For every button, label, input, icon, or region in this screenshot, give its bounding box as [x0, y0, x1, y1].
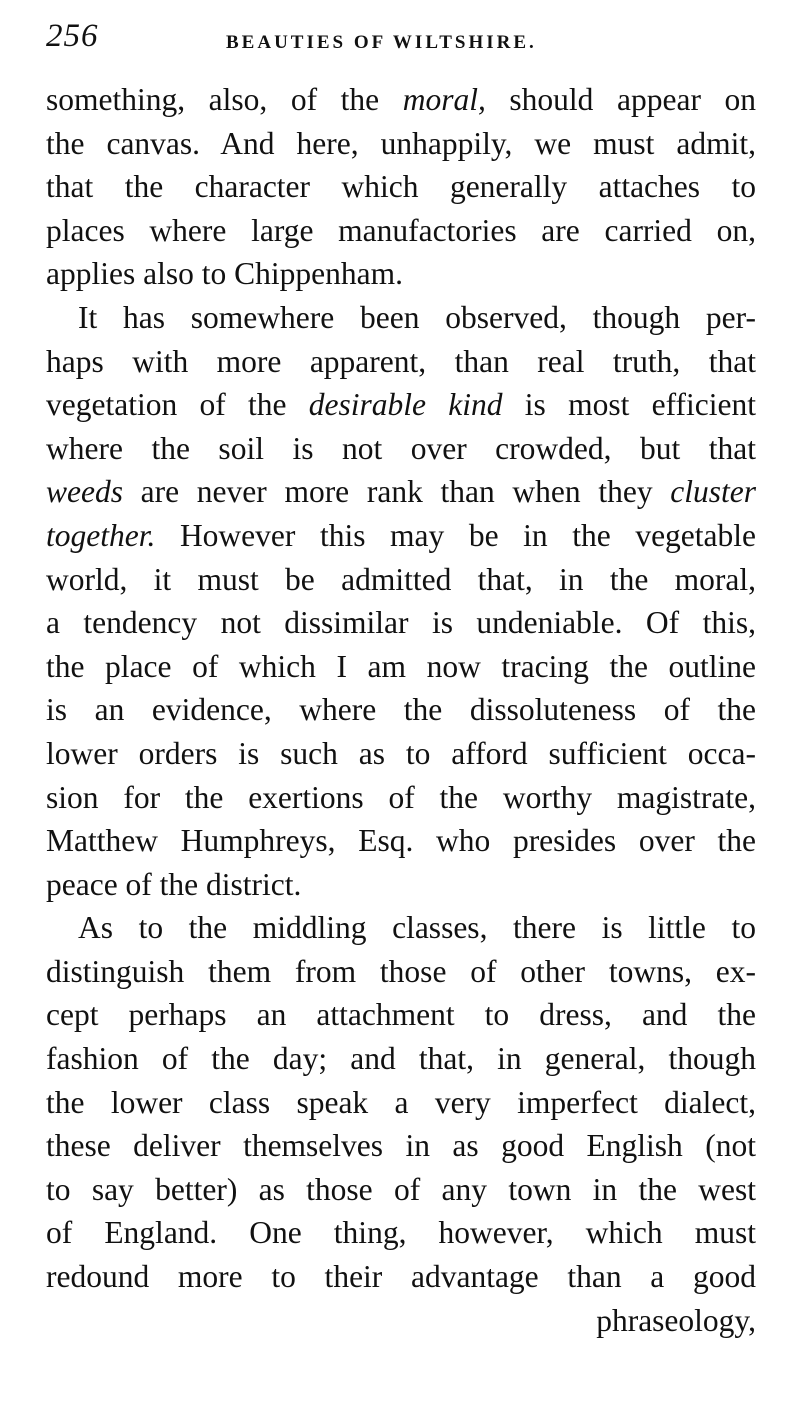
page-number: 256 [46, 18, 99, 54]
text-line [46, 776, 756, 820]
text-segment: the canvas. And here, unhappily, we must admit, [46, 125, 756, 161]
text-line [46, 819, 756, 863]
text-segment: are never more rank than when they [122, 474, 671, 510]
text-segment: is most efficient [502, 387, 756, 423]
text-segment: should appear on [485, 82, 756, 117]
text-segment: sion for the exertions of the worthy magistrate, [46, 779, 756, 815]
italic-text: moral, [402, 82, 486, 117]
text-line [46, 906, 756, 950]
text-line [46, 688, 756, 732]
text-segment: applies also to Chippenham. [46, 256, 403, 292]
text-segment: phraseology, [596, 1302, 756, 1338]
text-line [46, 470, 756, 514]
text-segment: lower orders is such as to afford sufficient occa- [46, 735, 756, 771]
text-line [46, 1081, 756, 1125]
text-segment: Matthew Humphreys, Esq. who presides over the [46, 823, 756, 859]
text-line [46, 601, 756, 645]
text-line [46, 558, 756, 602]
text-line [46, 1211, 756, 1255]
text-line [46, 209, 756, 253]
text-line [46, 383, 756, 427]
text-segment: a tendency not dissimilar is undeniable. Of this, [46, 605, 756, 641]
catchword-line [46, 1299, 756, 1343]
body-text [46, 78, 756, 1342]
text-segment: However this may be in the vegetable [155, 517, 756, 553]
page-header [46, 18, 760, 66]
text-line [46, 863, 756, 907]
text-segment: is an evidence, where the dissoluteness of the [46, 692, 756, 728]
text-segment: haps with more apparent, than real truth, that [46, 343, 756, 379]
text-segment: world, it must be admitted that, in the moral, [46, 561, 756, 597]
running-head: BEAUTIES OF WILTSHIRE. [226, 32, 537, 53]
text-line [46, 950, 756, 994]
text-segment: As to the middling classes, there is little to [78, 910, 756, 946]
text-line [46, 122, 756, 166]
text-segment: the lower class speak a very imperfect dialect, [46, 1084, 756, 1120]
text-segment: the place of which I am now tracing the outline [46, 648, 756, 684]
text-segment: cept perhaps an attachment to dress, and the [46, 997, 756, 1033]
text-segment: distinguish them from those of other towns, ex- [46, 953, 756, 989]
text-segment: vegetation of the [46, 387, 309, 423]
text-segment: places where large manufactories are carried on, [46, 212, 756, 248]
text-line [46, 514, 756, 558]
text-line [46, 78, 756, 122]
italic-text: together. [46, 517, 156, 553]
text-segment: to say better) as those of any town in the west [46, 1171, 756, 1207]
italic-text: cluster [670, 474, 756, 510]
text-segment: redound more to their advantage than a good [46, 1259, 756, 1295]
text-segment: that the character which generally attaches to [46, 169, 756, 205]
italic-text: weeds [46, 474, 123, 510]
text-line [46, 340, 756, 384]
text-line [46, 1168, 756, 1212]
text-segment: where the soil is not over crowded, but that [46, 430, 756, 466]
text-line [46, 427, 756, 471]
text-segment: these deliver themselves in as good English (not [46, 1128, 756, 1164]
italic-text: desirable kind [308, 387, 503, 423]
text-line [46, 1037, 756, 1081]
text-line [46, 993, 756, 1037]
text-line [46, 645, 756, 689]
text-segment: peace of the district. [46, 866, 302, 902]
text-segment: It has somewhere been observed, though per- [78, 299, 756, 335]
text-line [46, 296, 756, 340]
text-line [46, 1124, 756, 1168]
text-line [46, 165, 756, 209]
text-line [46, 252, 756, 296]
text-line [46, 1255, 756, 1299]
text-segment: something, also, of the [46, 82, 403, 117]
text-segment: of England. One thing, however, which must [46, 1215, 756, 1251]
text-line [46, 732, 756, 776]
text-segment: fashion of the day; and that, in general, though [46, 1041, 756, 1077]
